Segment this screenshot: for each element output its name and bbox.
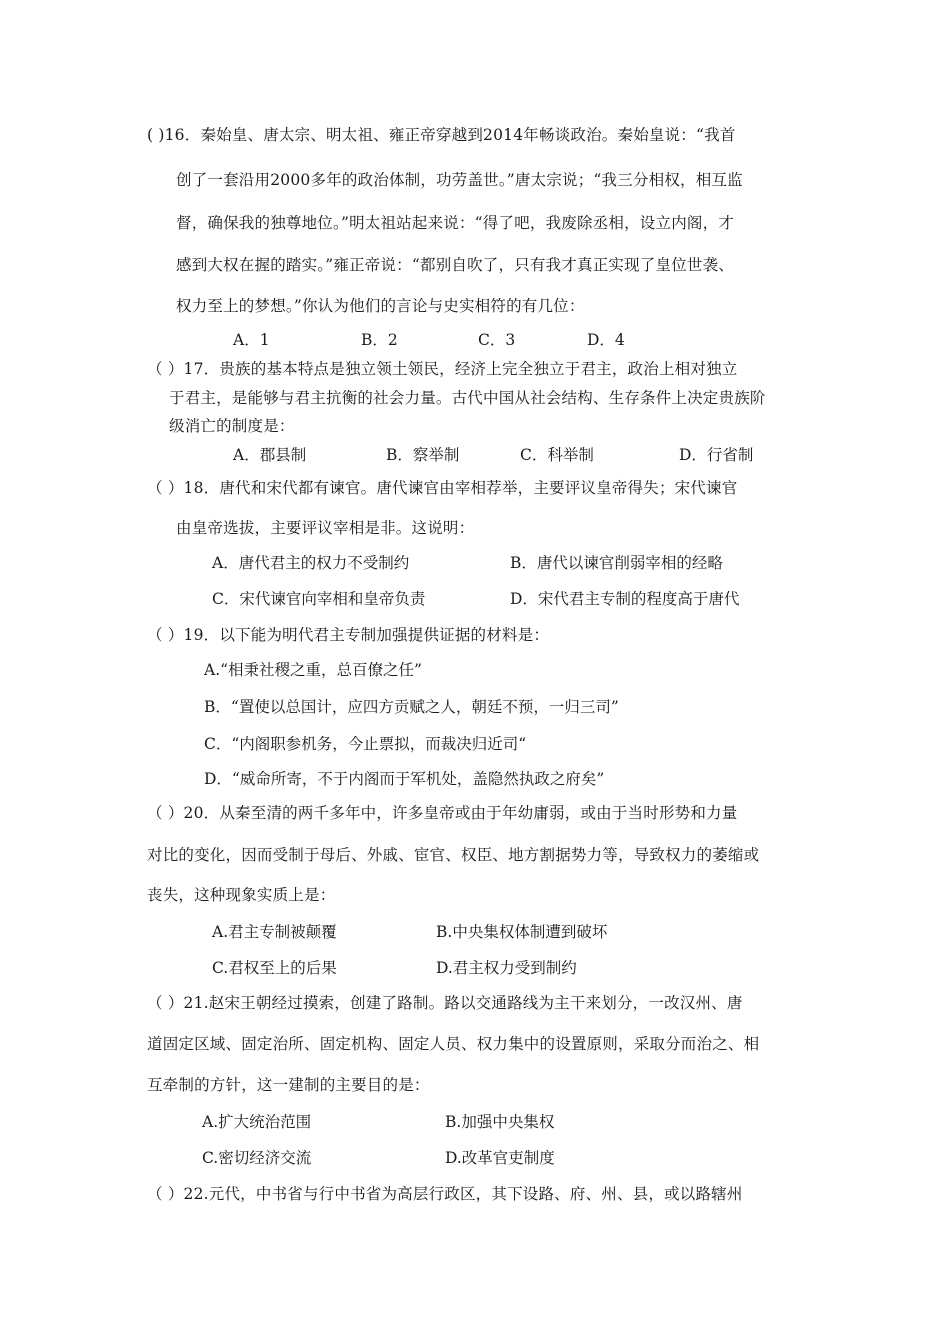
q20-line-1: （ ）20．从秦至清的两千多年中，许多皇帝或由于年幼庸弱，或由于当时形势和力量 bbox=[147, 804, 738, 822]
q17-line-1: （ ）17．贵族的基本特点是独立领土领民，经济上完全独立于君主，政治上相对独立 bbox=[147, 360, 738, 378]
q19-option-a: A.“相秉社稷之重，总百僚之任” bbox=[204, 661, 422, 679]
q17-line-3: 级消亡的制度是： bbox=[169, 417, 295, 435]
q18-option-d: D．宋代君主专制的程度高于唐代 bbox=[510, 590, 740, 608]
q21-option-a: A.扩大统治范围 bbox=[202, 1113, 312, 1131]
q21-option-b: B.加强中央集权 bbox=[445, 1113, 555, 1131]
q16-line-1: ( )16．秦始皇、唐太宗、明太祖、雍正帝穿越到2014年畅谈政治。秦始皇说：“我首 bbox=[147, 126, 736, 144]
q17-option-b: B．察举制 bbox=[386, 446, 460, 464]
q18-option-b: B．唐代以谏官削弱宰相的经略 bbox=[510, 554, 723, 572]
q16-line-3: 督，确保我的独尊地位。”明太祖站起来说：“得了吧，我废除丞相，设立内阁，才 bbox=[176, 214, 735, 232]
q22-line-1: （ ）22.元代，中书省与行中书省为高层行政区，其下设路、府、州、县，或以路辖州 bbox=[147, 1185, 743, 1203]
q20-line-2: 对比的变化，因而受制于母后、外戚、宦官、权臣、地方割据势力等，导致权力的萎缩或 bbox=[147, 846, 760, 864]
q16-line-5: 权力至上的梦想。”你认为他们的言论与史实相符的有几位： bbox=[176, 297, 585, 315]
q18-option-a: A．唐代君主的权力不受制约 bbox=[212, 554, 410, 572]
q18-line-2: 由皇帝选拔，主要评议宰相是非。这说明： bbox=[176, 519, 475, 537]
q21-line-1: （ ）21.赵宋王朝经过摸索，创建了路制。路以交通路线为主干来划分，一改汉州、唐 bbox=[147, 994, 743, 1012]
q16-option-d: D．4 bbox=[587, 331, 625, 349]
q20-option-d: D.君主权力受到制约 bbox=[436, 959, 577, 977]
q16-option-c: C．3 bbox=[478, 331, 516, 349]
q16-option-b: B．2 bbox=[361, 331, 398, 349]
q18-line-1: （ ）18．唐代和宋代都有谏官。唐代谏官由宰相荐举，主要评议皇帝得失；宋代谏官 bbox=[147, 479, 738, 497]
q16-line-2: 创了一套沿用2000多年的政治体制，功劳盖世。”唐太宗说；“我三分相权，相互监 bbox=[176, 171, 743, 189]
q17-option-d: D．行省制 bbox=[679, 446, 754, 464]
q19-option-c: C．“内阁职参机务，今止票拟，而裁决归近司“ bbox=[204, 735, 527, 753]
q21-option-d: D.改革官吏制度 bbox=[445, 1149, 555, 1167]
q19-option-b: B．“置使以总国计，应四方贡赋之人，朝廷不预，一归三司” bbox=[204, 698, 619, 716]
q19-option-d: D．“威命所寄，不于内阁而于军机处，盖隐然执政之府矣” bbox=[204, 770, 605, 788]
q16-option-a: A．1 bbox=[233, 331, 270, 349]
q20-option-c: C.君权至上的后果 bbox=[212, 959, 337, 977]
q17-option-c: C．科举制 bbox=[520, 446, 594, 464]
q21-line-3: 互牵制的方针，这一建制的主要目的是： bbox=[147, 1076, 430, 1094]
q18-option-c: C．宋代谏官向宰相和皇帝负责 bbox=[212, 590, 426, 608]
q20-option-a: A.君主专制被颠覆 bbox=[212, 923, 337, 941]
q20-option-b: B.中央集权体制遭到破坏 bbox=[436, 923, 608, 941]
q17-line-2: 于君主，是能够与君主抗衡的社会力量。古代中国从社会结构、生存条件上决定贵族阶 bbox=[169, 389, 766, 407]
q17-option-a: A．郡县制 bbox=[233, 446, 307, 464]
q16-line-4: 感到大权在握的踏实。”雍正帝说：“都别自吹了，只有我才真正实现了皇位世袭、 bbox=[176, 256, 735, 274]
q20-line-3: 丧失，这种现象实质上是： bbox=[147, 886, 336, 904]
q21-line-2: 道固定区域、固定治所、固定机构、固定人员、权力集中的设置原则，采取分而治之、相 bbox=[147, 1035, 760, 1053]
q21-option-c: C.密切经济交流 bbox=[202, 1149, 312, 1167]
q19-line-1: （ ）19．以下能为明代君主专制加强提供证据的材料是： bbox=[147, 626, 550, 644]
